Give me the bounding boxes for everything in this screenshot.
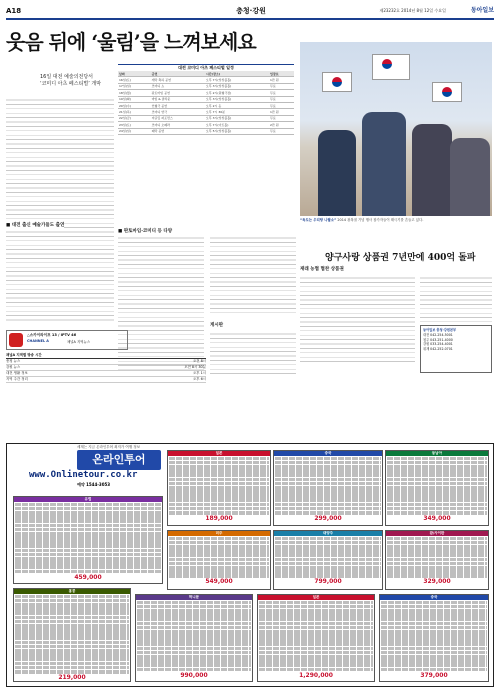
contact-line: 강원 033-254-4001 — [423, 342, 453, 347]
ad-text-line — [169, 503, 269, 507]
tv-channel-name: CHANNEL A — [27, 339, 49, 343]
table-cell: 폐막 공연 — [151, 128, 205, 134]
ad-text-line — [387, 457, 487, 461]
ad-text-line — [259, 638, 373, 642]
ad-logo: 온라인투어 — [77, 450, 161, 470]
ad-text-line — [169, 490, 269, 494]
ad-text-line — [259, 613, 373, 617]
ad-text-line — [15, 536, 161, 540]
ad-text-line — [381, 647, 487, 651]
ad-text-line — [169, 511, 269, 515]
ad-package-cell — [273, 530, 383, 590]
ad-text-line — [15, 649, 129, 653]
ad-text-line — [137, 622, 251, 626]
ad-text-line — [275, 498, 381, 502]
ad-text-line — [169, 478, 269, 482]
ad-text-line — [387, 537, 487, 541]
ad-text-line — [381, 626, 487, 630]
ad-text-line — [169, 570, 269, 574]
table-cell: 무료 — [269, 102, 294, 108]
ad-text-line — [15, 611, 129, 615]
table-cell: 인형극 공연 — [151, 102, 205, 108]
ad-url[interactable]: www.Onlinetour.co.kr — [29, 470, 138, 480]
table-cell: 코미디 오페라 — [151, 122, 205, 128]
flag-icon — [372, 54, 410, 80]
ad-text-line — [381, 605, 487, 609]
table-cell: 23일(토) — [118, 122, 151, 128]
ad-text-line — [387, 482, 487, 486]
schedule-program: 대전 생활 정보 — [6, 371, 28, 375]
ad-text-line — [15, 599, 129, 603]
schedule-row — [6, 377, 206, 383]
article-body-left-text — [6, 96, 114, 324]
flag-icon — [432, 82, 462, 102]
ad-text-line — [15, 561, 161, 565]
ad-package-cell — [385, 450, 489, 526]
broadcast-schedule — [6, 352, 206, 383]
ad-text-line — [387, 490, 487, 494]
ad-text-line — [15, 515, 161, 519]
schedule-program: 충청 뉴스 — [6, 359, 21, 363]
ad-text-line — [259, 647, 373, 651]
ad-text-line — [15, 670, 129, 674]
ad-text-line — [387, 566, 487, 570]
ad-text-line — [169, 566, 269, 570]
subheadline-2: ‘코미디 아츠 페스티벌’ 개막 — [40, 81, 102, 87]
page-headline: 웃음 뒤에 ‘울림’을 느껴보세요 — [6, 30, 256, 54]
contact-line: 취재 042-252-0701 — [423, 347, 453, 352]
ad-text-line — [15, 549, 161, 553]
table-cell: 마임 & 클라운 — [151, 96, 205, 102]
news-photo — [300, 42, 492, 216]
ad-text-line — [387, 541, 487, 545]
table-cell: 19일(화) — [118, 96, 151, 102]
table-cell: 24일(일) — [118, 128, 151, 134]
schedule-program: 강원 뉴스 — [6, 365, 21, 369]
photo-caption — [300, 218, 492, 223]
ad-text-line — [259, 659, 373, 663]
ad-text-line — [137, 663, 251, 667]
ad-package-cell — [167, 450, 271, 526]
brand-logo: 동아일보 — [470, 7, 494, 14]
ad-text-line — [15, 628, 129, 632]
table-cell: 1만 원 — [269, 77, 294, 83]
ad-price: 459,000 — [74, 573, 102, 581]
table-cell: 개막 축하 공연 — [151, 77, 205, 83]
table-cell: 17일(일) — [118, 83, 151, 89]
ad-text-line — [169, 473, 269, 477]
table-cell: 20일(수) — [118, 102, 151, 108]
ad-text-line — [275, 541, 381, 545]
channel-logo-icon — [9, 333, 23, 347]
ad-text-line — [387, 545, 487, 549]
ad-text-line — [259, 605, 373, 609]
table-cell: 무료 — [269, 96, 294, 102]
ad-text-line — [15, 632, 129, 636]
table-cell: 오후 5시(앙상블홀) — [205, 128, 269, 134]
ad-region-header: 홍콩 — [14, 589, 130, 594]
article-body-right — [210, 234, 296, 316]
ad-text-line — [387, 478, 487, 482]
table-cell: 오후 7시 30분 — [205, 109, 269, 115]
ad-text-line — [169, 486, 269, 490]
ad-text-line — [137, 617, 251, 621]
ad-price: 799,000 — [314, 578, 342, 586]
ad-text-line — [381, 609, 487, 613]
ad-text-line — [169, 558, 269, 562]
ad-text-line — [15, 666, 129, 670]
ad-text-line — [169, 537, 269, 541]
ad-text-line — [381, 642, 487, 646]
schedule-header: 채널A 지역별 방송 시간 — [6, 352, 206, 359]
ad-text-line — [15, 557, 161, 561]
ad-text-line — [387, 503, 487, 507]
ad-text-line — [15, 507, 161, 511]
ad-text-line — [275, 465, 381, 469]
ad-price: 329,000 — [423, 578, 451, 586]
table-cell: 오후 7시(아트홀) — [205, 122, 269, 128]
ad-text-line — [275, 562, 381, 566]
ad-price: 299,000 — [314, 515, 342, 523]
ad-text-line — [275, 482, 381, 486]
person-figure — [318, 130, 356, 216]
ad-text-line — [137, 634, 251, 638]
ad-package-cell — [257, 594, 375, 682]
ad-text-line — [381, 638, 487, 642]
ad-price: 349,000 — [423, 515, 451, 523]
col-header: 입장료 — [269, 71, 294, 77]
ad-text-line — [15, 641, 129, 645]
ad-region-header: 유럽 — [14, 497, 162, 502]
ad-text-line — [169, 507, 269, 511]
ad-text-line — [15, 636, 129, 640]
ad-region-header: 중국 — [274, 451, 382, 456]
table-cell: 오후 2시(원형극장) — [205, 90, 269, 96]
caption-title: “독도는 우리땅 나팔소” — [300, 218, 337, 222]
caption-text: 2014 광복절 기념 행사 참가자들이 태극기를 흔들고 있다. — [337, 218, 424, 222]
ad-text-line — [15, 616, 129, 620]
ad-text-line — [275, 457, 381, 461]
ad-tagline: 세계는 지금 온라인투어 최저가 여행 정보 — [77, 445, 141, 449]
ad-text-line — [137, 668, 251, 672]
ad-text-line — [169, 461, 269, 465]
ad-text-line — [259, 617, 373, 621]
ad-text-line — [275, 570, 381, 574]
ad-text-line — [381, 668, 487, 672]
ad-text-line — [387, 511, 487, 515]
table-cell: 오후 3시(앙상블홀) — [205, 96, 269, 102]
ad-text-line — [169, 482, 269, 486]
ad-text-line — [15, 544, 161, 548]
ad-text-line — [137, 626, 251, 630]
table-cell: 판토마임 공연 — [151, 90, 205, 96]
ad-text-line — [381, 613, 487, 617]
tv-title: △스카이라이프 13 / IPTV 46 — [27, 333, 77, 337]
board-title: 게시판 — [210, 323, 224, 328]
ad-text-line — [259, 626, 373, 630]
ad-text-line — [381, 617, 487, 621]
table-cell: 18일(월) — [118, 90, 151, 96]
ad-text-line — [259, 663, 373, 667]
ad-text-line — [275, 549, 381, 553]
subheadline-1: 16일 대전 예술의전당서 — [40, 74, 94, 80]
ad-text-line — [381, 651, 487, 655]
page-header — [6, 4, 494, 20]
ad-text-line — [137, 638, 251, 642]
ad-text-line — [381, 659, 487, 663]
board-body — [210, 330, 296, 376]
ad-text-line — [169, 469, 269, 473]
ad-text-line — [259, 651, 373, 655]
ad-text-line — [275, 537, 381, 541]
tv-program: 채널A 지역뉴스 — [67, 340, 91, 344]
ad-text-line — [387, 507, 487, 511]
schedule-time: 오전 8시 — [192, 359, 206, 363]
contact-line: 청주 043-251-4000 — [423, 337, 453, 342]
person-figure — [362, 112, 406, 216]
ad-text-line — [387, 574, 487, 578]
ad-text-line — [15, 528, 161, 532]
table-cell: 16일(토) — [118, 77, 151, 83]
ad-text-line — [15, 603, 129, 607]
ad-text-line — [275, 553, 381, 557]
ad-price: 1,290,000 — [299, 671, 333, 679]
schedule-time: 오전 8시 30분 — [184, 365, 206, 369]
ad-text-line — [137, 601, 251, 605]
ad-region-header: 괌/사이판 — [386, 531, 488, 536]
ad-text-line — [15, 662, 129, 666]
ad-text-line — [15, 565, 161, 569]
ad-text-line — [169, 553, 269, 557]
ad-package-cell — [167, 530, 271, 590]
tv-channel-box — [6, 330, 128, 350]
article2-body-right — [420, 274, 492, 322]
ad-text-line — [15, 511, 161, 515]
ad-text-line — [259, 630, 373, 634]
ad-text-line — [169, 457, 269, 461]
col-header: 공연 — [151, 71, 205, 77]
table-cell: 오후 2시 등 — [205, 102, 269, 108]
ad-price: 549,000 — [205, 578, 233, 586]
ad-text-line — [15, 624, 129, 628]
table-cell: 무료 — [269, 83, 294, 89]
ad-region-header: 중국 — [380, 595, 488, 600]
table-cell: 코미디 쇼 — [151, 83, 205, 89]
page-number: A18 — [6, 7, 22, 15]
ad-text-line — [259, 634, 373, 638]
ad-text-line — [15, 524, 161, 528]
ad-text-line — [137, 605, 251, 609]
ad-text-line — [275, 490, 381, 494]
ad-price: 990,000 — [180, 671, 208, 679]
ad-text-line — [275, 469, 381, 473]
ad-text-line — [137, 647, 251, 651]
ad-text-line — [259, 601, 373, 605]
ad-text-line — [381, 630, 487, 634]
ad-text-line — [137, 659, 251, 663]
ad-text-line — [387, 465, 487, 469]
ad-text-line — [275, 574, 381, 578]
ad-phone: 예약 1544-3053 — [77, 482, 111, 487]
ad-text-line — [387, 473, 487, 477]
ad-text-line — [381, 655, 487, 659]
table-cell: 1만 원 — [269, 109, 294, 115]
ad-text-line — [15, 519, 161, 523]
article2-body — [300, 274, 415, 364]
col-header: 시간(장소) — [205, 71, 269, 77]
ad-text-line — [259, 655, 373, 659]
ad-text-line — [137, 651, 251, 655]
ad-region-header: 대양주 — [274, 531, 382, 536]
ad-text-line — [381, 663, 487, 667]
ad-package-cell — [273, 450, 383, 526]
ad-text-line — [387, 469, 487, 473]
contact-box-title: 동아일보 충청·강원본부 — [423, 328, 457, 332]
ad-text-line — [169, 541, 269, 545]
ad-text-line — [15, 503, 161, 507]
ad-text-line — [169, 498, 269, 502]
ad-text-line — [169, 574, 269, 578]
schedule-time: 오후 1시 — [192, 371, 206, 375]
ad-region-header: 동남아 — [386, 451, 488, 456]
ad-price: 219,000 — [58, 674, 86, 682]
table-cell: 무료 — [269, 128, 294, 134]
ad-text-line — [137, 642, 251, 646]
person-figure — [450, 138, 490, 216]
ad-text-line — [259, 609, 373, 613]
ad-package-cell — [135, 594, 253, 682]
table-cell: 코미디 연극 — [151, 109, 205, 115]
contact-box — [420, 325, 492, 373]
schedule-time: 오후 6시 — [192, 377, 206, 381]
subhead-b: ■ 대전 출신 예술가들도 출연 — [6, 223, 65, 228]
flag-icon — [322, 72, 352, 92]
ad-text-line — [387, 570, 487, 574]
ad-text-line — [387, 553, 487, 557]
ad-text-line — [387, 486, 487, 490]
table-cell: 무료 — [269, 90, 294, 96]
ad-text-line — [275, 486, 381, 490]
ad-text-line — [15, 532, 161, 536]
ad-text-line — [169, 545, 269, 549]
table-row — [118, 128, 294, 134]
table-cell: 오후 7시(앙상블홀) — [205, 77, 269, 83]
ad-text-line — [387, 549, 487, 553]
ad-text-line — [275, 461, 381, 465]
ad-text-line — [15, 657, 129, 661]
ad-text-line — [275, 503, 381, 507]
festival-schedule-table — [118, 64, 294, 135]
ad-text-line — [137, 613, 251, 617]
contact-line: 대전 042-254-5001 — [423, 332, 453, 337]
ad-text-line — [137, 609, 251, 613]
ad-text-line — [275, 494, 381, 498]
table-cell: 2만 원 — [269, 122, 294, 128]
ad-text-line — [137, 630, 251, 634]
ad-text-line — [387, 498, 487, 502]
travel-advertisement — [6, 443, 494, 687]
table-cell: 오후 3시(앙상블홀) — [205, 115, 269, 121]
ad-text-line — [381, 622, 487, 626]
subhead-a: ■ 판토마임·코미디 등 다양 — [118, 229, 173, 234]
ad-region-header: 일본 — [168, 451, 270, 456]
ad-text-line — [275, 473, 381, 477]
ad-text-line — [275, 566, 381, 570]
article2-subhead: 재래 농협 협찬 상품권 — [300, 267, 344, 272]
ad-package-cell — [13, 496, 163, 584]
ad-text-line — [169, 562, 269, 566]
section-name: 충청·강원 — [236, 7, 266, 15]
table-cell: 저글링 퍼포먼스 — [151, 115, 205, 121]
issue-meta: 제23232호 2014년 8월 12일 수요일 — [379, 8, 446, 13]
ad-text-line — [15, 607, 129, 611]
ad-text-line — [259, 622, 373, 626]
ad-text-line — [387, 558, 487, 562]
ad-text-line — [15, 595, 129, 599]
table-cell: 오후 3시(앙상블홀) — [205, 83, 269, 89]
schedule-program: 지역 주간 정리 — [6, 377, 28, 381]
ad-text-line — [275, 558, 381, 562]
ad-package-cell — [385, 530, 489, 590]
ad-text-line — [275, 478, 381, 482]
ad-text-line — [387, 562, 487, 566]
ad-text-line — [259, 668, 373, 672]
ad-price: 189,000 — [205, 515, 233, 523]
ad-text-line — [15, 570, 161, 574]
ad-region-header: 허니문 — [136, 595, 252, 600]
ad-text-line — [15, 553, 161, 557]
ad-text-line — [381, 634, 487, 638]
ad-text-line — [381, 601, 487, 605]
ad-text-line — [275, 507, 381, 511]
person-figure — [412, 124, 452, 216]
ad-text-line — [387, 461, 487, 465]
ad-package-cell — [379, 594, 489, 682]
ad-text-line — [15, 540, 161, 544]
ad-text-line — [275, 545, 381, 549]
table-cell: 22일(금) — [118, 115, 151, 121]
table-cell: 21일(목) — [118, 109, 151, 115]
ad-package-cell — [13, 588, 131, 682]
table-title: 대전 코미디 아츠 페스티벌 일정 — [178, 65, 234, 70]
ad-text-line — [169, 494, 269, 498]
ad-text-line — [387, 494, 487, 498]
ad-text-line — [15, 645, 129, 649]
ad-text-line — [15, 653, 129, 657]
ad-region-header: 일본 — [258, 595, 374, 600]
ad-text-line — [15, 620, 129, 624]
ad-text-line — [137, 655, 251, 659]
ad-text-line — [259, 642, 373, 646]
ad-text-line — [275, 511, 381, 515]
article2-headline: 양구사랑 상품권 7년만에 400억 돌파 — [325, 253, 476, 263]
ad-price: 379,000 — [420, 671, 448, 679]
ad-text-line — [169, 549, 269, 553]
table-cell: 무료 — [269, 115, 294, 121]
ad-text-line — [169, 465, 269, 469]
col-header: 날짜 — [118, 71, 151, 77]
ad-region-header: 미주 — [168, 531, 270, 536]
